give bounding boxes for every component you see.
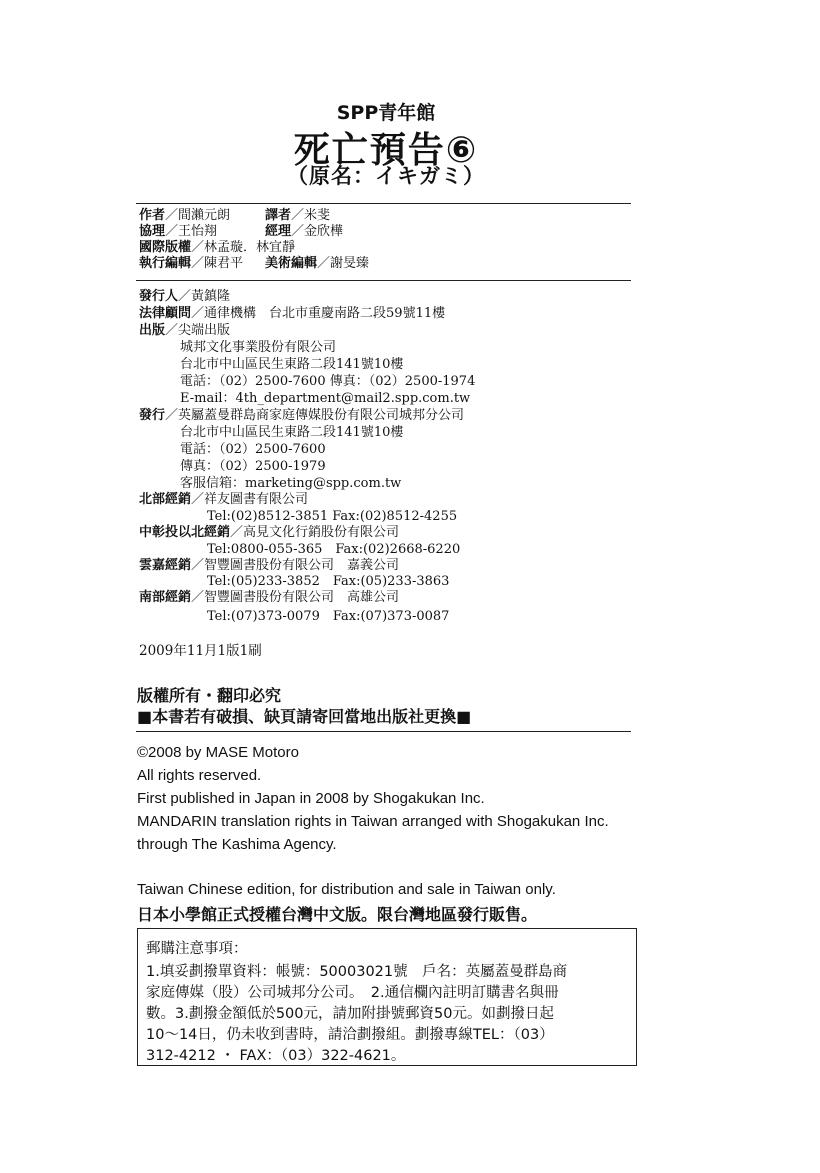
credit-line-assistant-manager: 協理／王怡翔	[139, 224, 218, 239]
distributor-south: 南部經銷／智豐圖書股份有限公司 高雄公司	[139, 590, 400, 605]
publisher-email: E-mail：4th_department@mail2.spp.com.tw	[180, 391, 471, 406]
credit-line-manager: 經理／金欣樺	[265, 224, 344, 239]
distribution-role: 發行	[139, 408, 166, 423]
notice-line: 1.填妥劃撥單資料：帳號：50003021號 戶名：英屬蓋曼群島商	[146, 964, 568, 980]
notice-line: 312-4212 ・ FAX：（03）322-4621。	[146, 1048, 406, 1064]
original-title: （原名：イキガミ）	[287, 164, 485, 188]
defect-notice: ■本書若有破損、缺頁請寄回當地出版社更換■	[137, 707, 472, 726]
distribution-fax: 傳真：（02）2500-1979	[180, 459, 326, 474]
distribution-phone: 電話：（02）2500-7600	[180, 442, 326, 457]
distribution-service-email: 客服信箱：marketing@spp.com.tw	[180, 476, 402, 491]
distributor-central: 中彰投以北經銷／高見文化行銷股份有限公司	[139, 525, 400, 540]
notice-line: 家庭傳媒（股）公司城邦分公司。 2.通信欄內註明訂購書名與冊	[146, 985, 559, 1001]
credit-line-art-editor: 美術編輯／謝旻臻	[265, 256, 370, 271]
copyright-owner: ©2008 by MASE Motoro	[137, 744, 299, 761]
distributor-south-tel: Tel:(07)373-0079 Fax:(07)373-0087	[207, 609, 450, 624]
notice-line: 10～14日，仍未收到書時，請洽劃撥組。劃撥專線TEL：（03）	[146, 1027, 554, 1043]
series-name: SPP青年館	[336, 102, 436, 124]
distribution-address: 台北市中山區民生東路二段141號10樓	[180, 425, 404, 440]
legal-name: 通律機構 台北市重慶南路二段59號11樓	[204, 306, 446, 321]
credit-name: 謝旻臻	[330, 256, 370, 271]
issuer-name: 黃鎮隆	[191, 289, 231, 304]
distributor-role: 南部經銷	[139, 590, 192, 605]
credit-role: 作者	[139, 208, 166, 223]
issuer-role: 發行人	[139, 289, 179, 304]
publish-line: 出版／尖端出版	[139, 323, 231, 338]
taiwan-edition-zh: 日本小學館正式授權台灣中文版。限台灣地區發行販售。	[137, 905, 538, 924]
taiwan-edition-en: Taiwan Chinese edition, for distribution and sale in Taiwan only.	[137, 881, 556, 898]
agency: through The Kashima Agency.	[137, 836, 337, 853]
divider-copyright	[136, 731, 631, 732]
credit-line-executive-editor: 執行編輯／陳君平	[139, 256, 244, 271]
distributor-central-tel: Tel:0800-055-365 Fax:(02)2668-6220	[207, 542, 461, 557]
credit-role: 美術編輯	[265, 256, 318, 271]
credit-role: 譯者	[265, 208, 292, 223]
publish-name: 尖端出版	[178, 323, 231, 338]
distributor-name: 智豐圖書股份有限公司 嘉義公司	[204, 558, 400, 573]
credit-role: 協理	[139, 224, 166, 239]
credit-name: 金欣樺	[304, 224, 344, 239]
issuer-line: 發行人／黃鎮隆	[139, 289, 231, 304]
distributor-north: 北部經銷／祥友圖書有限公司	[139, 492, 309, 507]
credit-line-author: 作者／間瀨元朗	[139, 208, 231, 223]
distributor-yunchia: 雲嘉經銷／智豐圖書股份有限公司 嘉義公司	[139, 558, 400, 573]
publisher-phone: 電話：（02）2500-7600 傳真：（02）2500-1974	[180, 374, 476, 389]
first-published: First published in Japan in 2008 by Shogakukan Inc.	[137, 790, 485, 807]
credit-line-international-rights: 國際版權／林孟璇．林宜靜	[139, 240, 296, 255]
divider-top	[136, 203, 631, 204]
publish-role: 出版	[139, 323, 166, 338]
divider-credits	[136, 280, 631, 281]
notice-line: 數。3.劃撥金額低於500元，請加附掛號郵資50元。如劃撥日起	[146, 1006, 554, 1022]
rights-reserved: 版權所有・翻印必究	[137, 686, 282, 705]
publisher-address: 台北市中山區民生東路二段141號10樓	[180, 357, 404, 372]
credit-line-translator: 譯者／米斐	[265, 208, 331, 223]
distribution-line: 發行／英屬蓋曼群島商家庭傳媒股份有限公司城邦分公司	[139, 408, 465, 423]
credit-role: 國際版權	[139, 240, 192, 255]
book-title: 死亡預告⑥	[293, 130, 479, 171]
credit-role: 經理	[265, 224, 292, 239]
mail-order-notice-box	[137, 928, 637, 1066]
legal-role: 法律顧問	[139, 306, 192, 321]
credit-name: 間瀨元朗	[178, 208, 231, 223]
publisher-company: 城邦文化事業股份有限公司	[180, 340, 337, 355]
credit-name: 米斐	[304, 208, 331, 223]
distributor-role: 雲嘉經銷	[139, 558, 192, 573]
translation-rights: MANDARIN translation rights in Taiwan arranged with Shogakukan Inc.	[137, 813, 609, 830]
legal-line: 法律顧問／通律機構 台北市重慶南路二段59號11樓	[139, 306, 446, 321]
credit-role: 執行編輯	[139, 256, 192, 271]
distributor-role: 北部經銷	[139, 492, 192, 507]
distributor-yunchia-tel: Tel:(05)233-3852 Fax:(05)233-3863	[207, 574, 450, 589]
notice-title: 郵購注意事項：	[146, 941, 248, 957]
distribution-name: 英屬蓋曼群島商家庭傳媒股份有限公司城邦分公司	[178, 408, 465, 423]
credit-name: 王怡翔	[178, 224, 218, 239]
distributor-north-tel: Tel:(02)8512-3851 Fax:(02)8512-4255	[207, 509, 458, 524]
credit-name: 陳君平	[204, 256, 244, 271]
credit-name: 林孟璇．林宜靜	[204, 240, 296, 255]
distributor-name: 祥友圖書有限公司	[204, 492, 309, 507]
distributor-role: 中彰投以北經銷	[139, 525, 231, 540]
all-rights-reserved: All rights reserved.	[137, 767, 262, 784]
edition-date: 2009年11月1版1刷	[139, 643, 262, 659]
distributor-name: 高見文化行銷股份有限公司	[243, 525, 400, 540]
distributor-name: 智豐圖書股份有限公司 高雄公司	[204, 590, 400, 605]
